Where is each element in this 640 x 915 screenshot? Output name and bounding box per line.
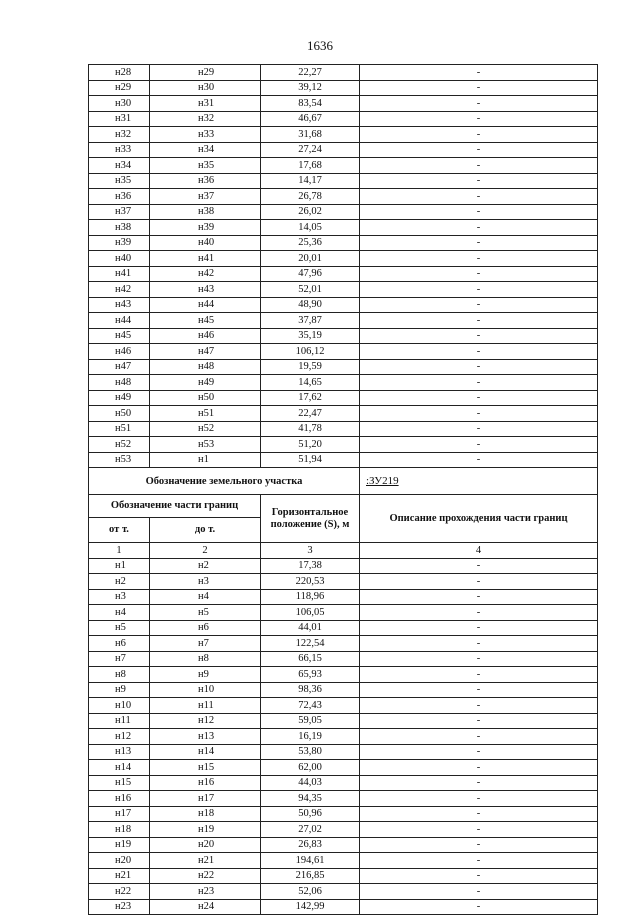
table-row bbox=[89, 189, 598, 205]
description: - bbox=[360, 822, 598, 838]
from-point: н37 bbox=[89, 204, 150, 220]
horizontal-distance: 35,19 bbox=[261, 328, 360, 344]
table-row bbox=[89, 437, 598, 453]
horizontal-distance: 94,35 bbox=[261, 791, 360, 807]
description: - bbox=[360, 574, 598, 590]
table-row bbox=[89, 390, 598, 406]
from-point: н31 bbox=[89, 111, 150, 127]
description: - bbox=[360, 589, 598, 605]
to-point: н3 bbox=[150, 574, 261, 590]
table-row bbox=[89, 605, 598, 621]
page-number: 1636 bbox=[307, 38, 333, 53]
horizontal-distance: 39,12 bbox=[261, 80, 360, 96]
from-point: н48 bbox=[89, 375, 150, 391]
from-point: н21 bbox=[89, 868, 150, 884]
from-point: н17 bbox=[89, 806, 150, 822]
table-row bbox=[89, 359, 598, 375]
horizontal-distance: 17,68 bbox=[261, 158, 360, 174]
from-point: н7 bbox=[89, 651, 150, 667]
from-point: н19 bbox=[89, 837, 150, 853]
from-point: н23 bbox=[89, 899, 150, 915]
horizontal-distance: 37,87 bbox=[261, 313, 360, 329]
col-number-1: 1 bbox=[89, 543, 150, 559]
to-point: н24 bbox=[150, 899, 261, 915]
table-row bbox=[89, 127, 598, 143]
horizontal-distance: 194,61 bbox=[261, 853, 360, 869]
horizontal-distance: 25,36 bbox=[261, 235, 360, 251]
description: - bbox=[360, 558, 598, 574]
description: - bbox=[360, 266, 598, 282]
description: - bbox=[360, 620, 598, 636]
table-row bbox=[89, 313, 598, 329]
horizontal-distance: 14,05 bbox=[261, 220, 360, 236]
col-number-4: 4 bbox=[360, 543, 598, 559]
horizontal-distance: 216,85 bbox=[261, 868, 360, 884]
horizontal-distance: 53,80 bbox=[261, 744, 360, 760]
description-label: Описание прохождения части границ bbox=[360, 495, 598, 543]
boundary-table bbox=[88, 64, 598, 915]
description: - bbox=[360, 390, 598, 406]
description: - bbox=[360, 605, 598, 621]
description: - bbox=[360, 899, 598, 915]
description: - bbox=[360, 359, 598, 375]
description: - bbox=[360, 667, 598, 683]
table-row bbox=[89, 421, 598, 437]
table-row bbox=[89, 297, 598, 313]
table-row bbox=[89, 667, 598, 683]
table-row bbox=[89, 806, 598, 822]
from-point: н45 bbox=[89, 328, 150, 344]
description: - bbox=[360, 806, 598, 822]
description: - bbox=[360, 636, 598, 652]
to-point: н41 bbox=[150, 251, 261, 267]
horizontal-distance: 51,20 bbox=[261, 437, 360, 453]
horizontal-distance: 17,38 bbox=[261, 558, 360, 574]
parcel-header bbox=[89, 468, 598, 559]
to-point: н45 bbox=[150, 313, 261, 329]
table-row bbox=[89, 775, 598, 791]
table-row bbox=[89, 729, 598, 745]
table-row bbox=[89, 282, 598, 298]
horizontal-distance: 142,99 bbox=[261, 899, 360, 915]
from-point: н42 bbox=[89, 282, 150, 298]
from-point: н29 bbox=[89, 80, 150, 96]
horizontal-distance: 22,47 bbox=[261, 406, 360, 422]
from-point: н28 bbox=[89, 65, 150, 81]
description: - bbox=[360, 235, 598, 251]
part-label: Обозначение части границ bbox=[89, 495, 261, 518]
horizontal-distance: 19,59 bbox=[261, 359, 360, 375]
from-point: н50 bbox=[89, 406, 150, 422]
horizontal-distance: 51,94 bbox=[261, 452, 360, 468]
description: - bbox=[360, 452, 598, 468]
description: - bbox=[360, 884, 598, 900]
description: - bbox=[360, 406, 598, 422]
to-point: н19 bbox=[150, 822, 261, 838]
from-point: н13 bbox=[89, 744, 150, 760]
from-point: н36 bbox=[89, 189, 150, 205]
table-row bbox=[89, 251, 598, 267]
from-point: н38 bbox=[89, 220, 150, 236]
horizontal-distance: 14,65 bbox=[261, 375, 360, 391]
horizontal-distance: 31,68 bbox=[261, 127, 360, 143]
to-point: н12 bbox=[150, 713, 261, 729]
from-point: н30 bbox=[89, 96, 150, 112]
table-row bbox=[89, 651, 598, 667]
horizontal-distance: 118,96 bbox=[261, 589, 360, 605]
horizontal-distance: 50,96 bbox=[261, 806, 360, 822]
description: - bbox=[360, 651, 598, 667]
description: - bbox=[360, 111, 598, 127]
table-row bbox=[89, 589, 598, 605]
to-point: н50 bbox=[150, 390, 261, 406]
description: - bbox=[360, 775, 598, 791]
table-row bbox=[89, 899, 598, 915]
to-point: н35 bbox=[150, 158, 261, 174]
description: - bbox=[360, 713, 598, 729]
to-point: н1 bbox=[150, 452, 261, 468]
to-point: н2 bbox=[150, 558, 261, 574]
from-point: н11 bbox=[89, 713, 150, 729]
from-point: н1 bbox=[89, 558, 150, 574]
table-row bbox=[89, 868, 598, 884]
description: - bbox=[360, 853, 598, 869]
description: - bbox=[360, 220, 598, 236]
description: - bbox=[360, 868, 598, 884]
from-point: н51 bbox=[89, 421, 150, 437]
to-point: н46 bbox=[150, 328, 261, 344]
to-point: н14 bbox=[150, 744, 261, 760]
from-point: н46 bbox=[89, 344, 150, 360]
to-point: н32 bbox=[150, 111, 261, 127]
from-point: н32 bbox=[89, 127, 150, 143]
horizontal-distance: 72,43 bbox=[261, 698, 360, 714]
description: - bbox=[360, 837, 598, 853]
to-point: н39 bbox=[150, 220, 261, 236]
description: - bbox=[360, 729, 598, 745]
table-row bbox=[89, 884, 598, 900]
description: - bbox=[360, 313, 598, 329]
horizontal-distance: 65,93 bbox=[261, 667, 360, 683]
to-point: н49 bbox=[150, 375, 261, 391]
from-point: н9 bbox=[89, 682, 150, 698]
horizontal-distance: 52,01 bbox=[261, 282, 360, 298]
table-row bbox=[89, 65, 598, 81]
horizontal-distance: 122,54 bbox=[261, 636, 360, 652]
to-point: н6 bbox=[150, 620, 261, 636]
horizontal-distance: 44,03 bbox=[261, 775, 360, 791]
from-point: н49 bbox=[89, 390, 150, 406]
boundary-rows-top bbox=[89, 65, 598, 468]
horizontal-distance: 98,36 bbox=[261, 682, 360, 698]
from-point: н5 bbox=[89, 620, 150, 636]
to-point: н17 bbox=[150, 791, 261, 807]
horizontal-distance: 41,78 bbox=[261, 421, 360, 437]
table-row bbox=[89, 744, 598, 760]
horizontal-distance: 66,15 bbox=[261, 651, 360, 667]
horizontal-label: Горизонтальное положение (S), м bbox=[261, 495, 360, 543]
from-point: н14 bbox=[89, 760, 150, 776]
from-point: н16 bbox=[89, 791, 150, 807]
from-point: н4 bbox=[89, 605, 150, 621]
to-point: н38 bbox=[150, 204, 261, 220]
from-point: н47 bbox=[89, 359, 150, 375]
horizontal-distance: 16,19 bbox=[261, 729, 360, 745]
table-row bbox=[89, 266, 598, 282]
table-row bbox=[89, 713, 598, 729]
table-row bbox=[89, 111, 598, 127]
description: - bbox=[360, 297, 598, 313]
to-point: н53 bbox=[150, 437, 261, 453]
table-row bbox=[89, 173, 598, 189]
from-point: н33 bbox=[89, 142, 150, 158]
to-point: н5 bbox=[150, 605, 261, 621]
table-row bbox=[89, 204, 598, 220]
from-point: н3 bbox=[89, 589, 150, 605]
horizontal-distance: 26,78 bbox=[261, 189, 360, 205]
description: - bbox=[360, 189, 598, 205]
from-point: н34 bbox=[89, 158, 150, 174]
from-point: н41 bbox=[89, 266, 150, 282]
to-point: н21 bbox=[150, 853, 261, 869]
table-row bbox=[89, 682, 598, 698]
horizontal-distance: 26,83 bbox=[261, 837, 360, 853]
from-point: н43 bbox=[89, 297, 150, 313]
horizontal-distance: 17,62 bbox=[261, 390, 360, 406]
from-point: н39 bbox=[89, 235, 150, 251]
to-point: н10 bbox=[150, 682, 261, 698]
table-row bbox=[89, 375, 598, 391]
table-row bbox=[89, 158, 598, 174]
to-point: н48 bbox=[150, 359, 261, 375]
to-point: н31 bbox=[150, 96, 261, 112]
to-point: н7 bbox=[150, 636, 261, 652]
to-point: н4 bbox=[150, 589, 261, 605]
horizontal-distance: 52,06 bbox=[261, 884, 360, 900]
from-point: н2 bbox=[89, 574, 150, 590]
to-point: н34 bbox=[150, 142, 261, 158]
description: - bbox=[360, 80, 598, 96]
from-point: н18 bbox=[89, 822, 150, 838]
from-point: н44 bbox=[89, 313, 150, 329]
to-point: н44 bbox=[150, 297, 261, 313]
description: - bbox=[360, 437, 598, 453]
description: - bbox=[360, 375, 598, 391]
to-point: н16 bbox=[150, 775, 261, 791]
from-point: н10 bbox=[89, 698, 150, 714]
description: - bbox=[360, 791, 598, 807]
from-point: н8 bbox=[89, 667, 150, 683]
to-point: н15 bbox=[150, 760, 261, 776]
from-label: от т. bbox=[89, 518, 150, 543]
horizontal-distance: 26,02 bbox=[261, 204, 360, 220]
horizontal-distance: 106,05 bbox=[261, 605, 360, 621]
description: - bbox=[360, 344, 598, 360]
col-number-2: 2 bbox=[150, 543, 261, 559]
to-point: н9 bbox=[150, 667, 261, 683]
to-point: н36 bbox=[150, 173, 261, 189]
table-row bbox=[89, 220, 598, 236]
table-row bbox=[89, 328, 598, 344]
from-point: н12 bbox=[89, 729, 150, 745]
horizontal-distance: 22,27 bbox=[261, 65, 360, 81]
boundary-rows-bottom bbox=[89, 558, 598, 915]
description: - bbox=[360, 744, 598, 760]
table-row bbox=[89, 698, 598, 714]
table-row bbox=[89, 636, 598, 652]
from-point: н15 bbox=[89, 775, 150, 791]
horizontal-distance: 27,24 bbox=[261, 142, 360, 158]
horizontal-distance: 46,67 bbox=[261, 111, 360, 127]
to-point: н52 bbox=[150, 421, 261, 437]
from-point: н6 bbox=[89, 636, 150, 652]
horizontal-distance: 106,12 bbox=[261, 344, 360, 360]
description: - bbox=[360, 282, 598, 298]
to-point: н40 bbox=[150, 235, 261, 251]
description: - bbox=[360, 421, 598, 437]
from-point: н40 bbox=[89, 251, 150, 267]
table-row bbox=[89, 80, 598, 96]
from-point: н53 bbox=[89, 452, 150, 468]
table-row bbox=[89, 406, 598, 422]
to-point: н29 bbox=[150, 65, 261, 81]
table-row bbox=[89, 620, 598, 636]
horizontal-distance: 44,01 bbox=[261, 620, 360, 636]
from-point: н22 bbox=[89, 884, 150, 900]
description: - bbox=[360, 65, 598, 81]
horizontal-distance: 220,53 bbox=[261, 574, 360, 590]
table-row bbox=[89, 344, 598, 360]
description: - bbox=[360, 760, 598, 776]
to-point: н42 bbox=[150, 266, 261, 282]
horizontal-distance: 83,54 bbox=[261, 96, 360, 112]
from-point: н35 bbox=[89, 173, 150, 189]
from-point: н20 bbox=[89, 853, 150, 869]
description: - bbox=[360, 173, 598, 189]
to-point: н22 bbox=[150, 868, 261, 884]
table-row bbox=[89, 574, 598, 590]
to-point: н30 bbox=[150, 80, 261, 96]
horizontal-distance: 20,01 bbox=[261, 251, 360, 267]
parcel-label: Обозначение земельного участка bbox=[89, 468, 360, 495]
table-row bbox=[89, 822, 598, 838]
description: - bbox=[360, 251, 598, 267]
horizontal-distance: 59,05 bbox=[261, 713, 360, 729]
horizontal-distance: 47,96 bbox=[261, 266, 360, 282]
table-row bbox=[89, 558, 598, 574]
to-point: н33 bbox=[150, 127, 261, 143]
table-row bbox=[89, 760, 598, 776]
to-point: н18 bbox=[150, 806, 261, 822]
description: - bbox=[360, 328, 598, 344]
to-point: н37 bbox=[150, 189, 261, 205]
table-row bbox=[89, 837, 598, 853]
description: - bbox=[360, 158, 598, 174]
to-point: н20 bbox=[150, 837, 261, 853]
table-row bbox=[89, 235, 598, 251]
parcel-id: :ЗУ219 bbox=[360, 468, 598, 495]
table-row bbox=[89, 791, 598, 807]
table-row bbox=[89, 142, 598, 158]
to-point: н47 bbox=[150, 344, 261, 360]
to-point: н13 bbox=[150, 729, 261, 745]
horizontal-distance: 27,02 bbox=[261, 822, 360, 838]
horizontal-distance: 48,90 bbox=[261, 297, 360, 313]
description: - bbox=[360, 127, 598, 143]
from-point: н52 bbox=[89, 437, 150, 453]
horizontal-distance: 62,00 bbox=[261, 760, 360, 776]
horizontal-distance: 14,17 bbox=[261, 173, 360, 189]
table-row bbox=[89, 452, 598, 468]
to-point: н11 bbox=[150, 698, 261, 714]
table-row bbox=[89, 96, 598, 112]
to-label: до т. bbox=[150, 518, 261, 543]
to-point: н51 bbox=[150, 406, 261, 422]
to-point: н43 bbox=[150, 282, 261, 298]
description: - bbox=[360, 698, 598, 714]
description: - bbox=[360, 96, 598, 112]
description: - bbox=[360, 682, 598, 698]
col-number-3: 3 bbox=[261, 543, 360, 559]
to-point: н8 bbox=[150, 651, 261, 667]
table-row bbox=[89, 853, 598, 869]
to-point: н23 bbox=[150, 884, 261, 900]
description: - bbox=[360, 204, 598, 220]
description: - bbox=[360, 142, 598, 158]
